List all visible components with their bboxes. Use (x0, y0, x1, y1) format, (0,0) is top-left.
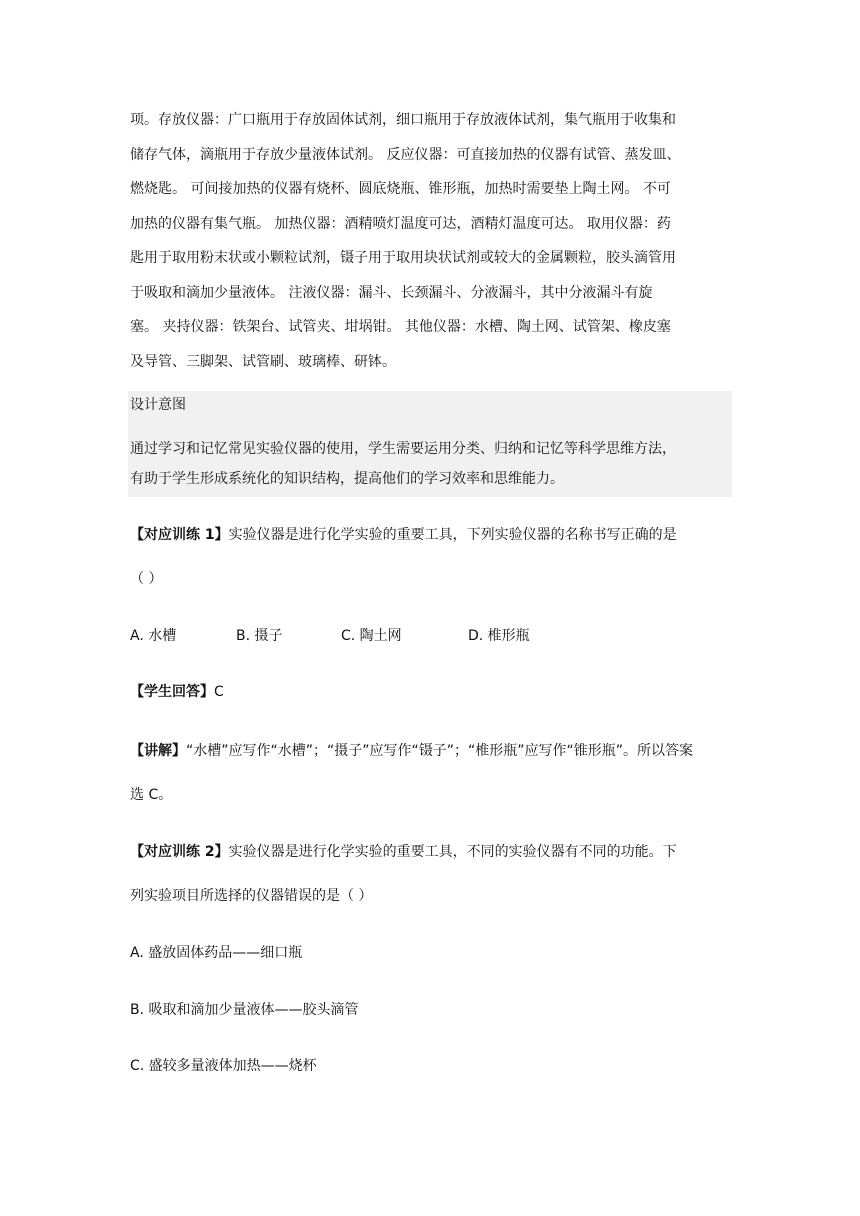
intro-line: 项。存放仪器：广口瓶用于存放固体试剂，细口瓶用于存放液体试剂，集气瓶用于收集和 (130, 112, 676, 128)
q2-stem-text: 实验仪器是进行化学实验的重要工具，不同的实验仪器有不同的功能。下 (228, 844, 677, 860)
intro-line: 塞。 夹持仪器：铁架台、试管夹、坩埚钳。 其他仪器：水槽、陶土网、试管架、橡皮塞 (130, 319, 671, 335)
q1-option-b: B. 摄子 (236, 628, 283, 644)
explain-label: 【讲解】 (130, 743, 186, 759)
q2-option-c: C. 盛较多量液体加热——烧杯 (130, 1058, 317, 1074)
design-intent-box (128, 391, 732, 497)
q1-option-a: A. 水槽 (130, 628, 177, 644)
explain-text: “水槽”应写作“水槽”；“摄子”应写作“镊子”；“椎形瓶”应写作“锥形瓶”。所以答案 (186, 743, 694, 759)
intro-line: 加热的仪器有集气瓶。 加热仪器：酒精喷灯温度可达，酒精灯温度可达。 取用仪器：药 (130, 215, 671, 232)
q2-option-b: B. 吸取和滴加少量液体——胶头滴管 (130, 1002, 359, 1018)
q1-option-c: C. 陶土网 (341, 628, 402, 644)
intro-paragraph (130, 103, 728, 379)
q2-label: 【对应训练 2】 (130, 844, 229, 860)
answer-label: 【学生回答】 (130, 684, 214, 700)
q1-stem-text: 实验仪器是进行化学实验的重要工具，下列实验仪器的名称书写正确的是 (228, 527, 677, 543)
intro-line: 燃烧匙。 可间接加热的仪器有烧杯、圆底烧瓶、锥形瓶，加热时需要垫上陶土网。 不可 (130, 181, 671, 197)
q1-label: 【对应训练 1】 (130, 527, 229, 543)
q2-option-a: A. 盛放固体药品——细口瓶 (130, 945, 303, 961)
design-intent-title: 设计意图 (130, 397, 186, 413)
intro-line: 匙用于取用粉末状或小颗粒试剂，镊子用于取用块状试剂或较大的金属颗粒，胶头滴管用 (130, 250, 676, 266)
intro-line: 储存气体，滴瓶用于存放少量液体试剂。 反应仪器：可直接加热的仪器有试管、蒸发皿、 (130, 146, 681, 163)
design-intent-line: 有助于学生形成系统化的知识结构，提高他们的学习效率和思维能力。 (130, 471, 564, 487)
q1-explain-line1 (130, 740, 693, 760)
q1-stem-line1 (130, 524, 677, 544)
q2-stem-line2: 列实验项目所选择的仪器错误的是（ ） (130, 888, 373, 904)
q1-stem-line2: （ ） (130, 571, 163, 587)
q1-option-d: D. 椎形瓶 (468, 628, 530, 644)
design-intent-line: 通过学习和记忆常见实验仪器的使用，学生需要运用分类、归纳和记忆等科学思维方法， (130, 441, 676, 457)
q1-explain-line2: 选 C。 (130, 787, 173, 803)
q2-stem-line1 (130, 841, 677, 861)
answer-value: C (214, 684, 224, 700)
q1-answer (130, 681, 224, 701)
intro-line: 于吸取和滴加少量液体。 注液仪器：漏斗、长颈漏斗、分液漏斗，其中分液漏斗有旋 (130, 284, 653, 301)
intro-line: 及导管、三脚架、试管刷、玻璃棒、研钵。 (130, 353, 396, 370)
